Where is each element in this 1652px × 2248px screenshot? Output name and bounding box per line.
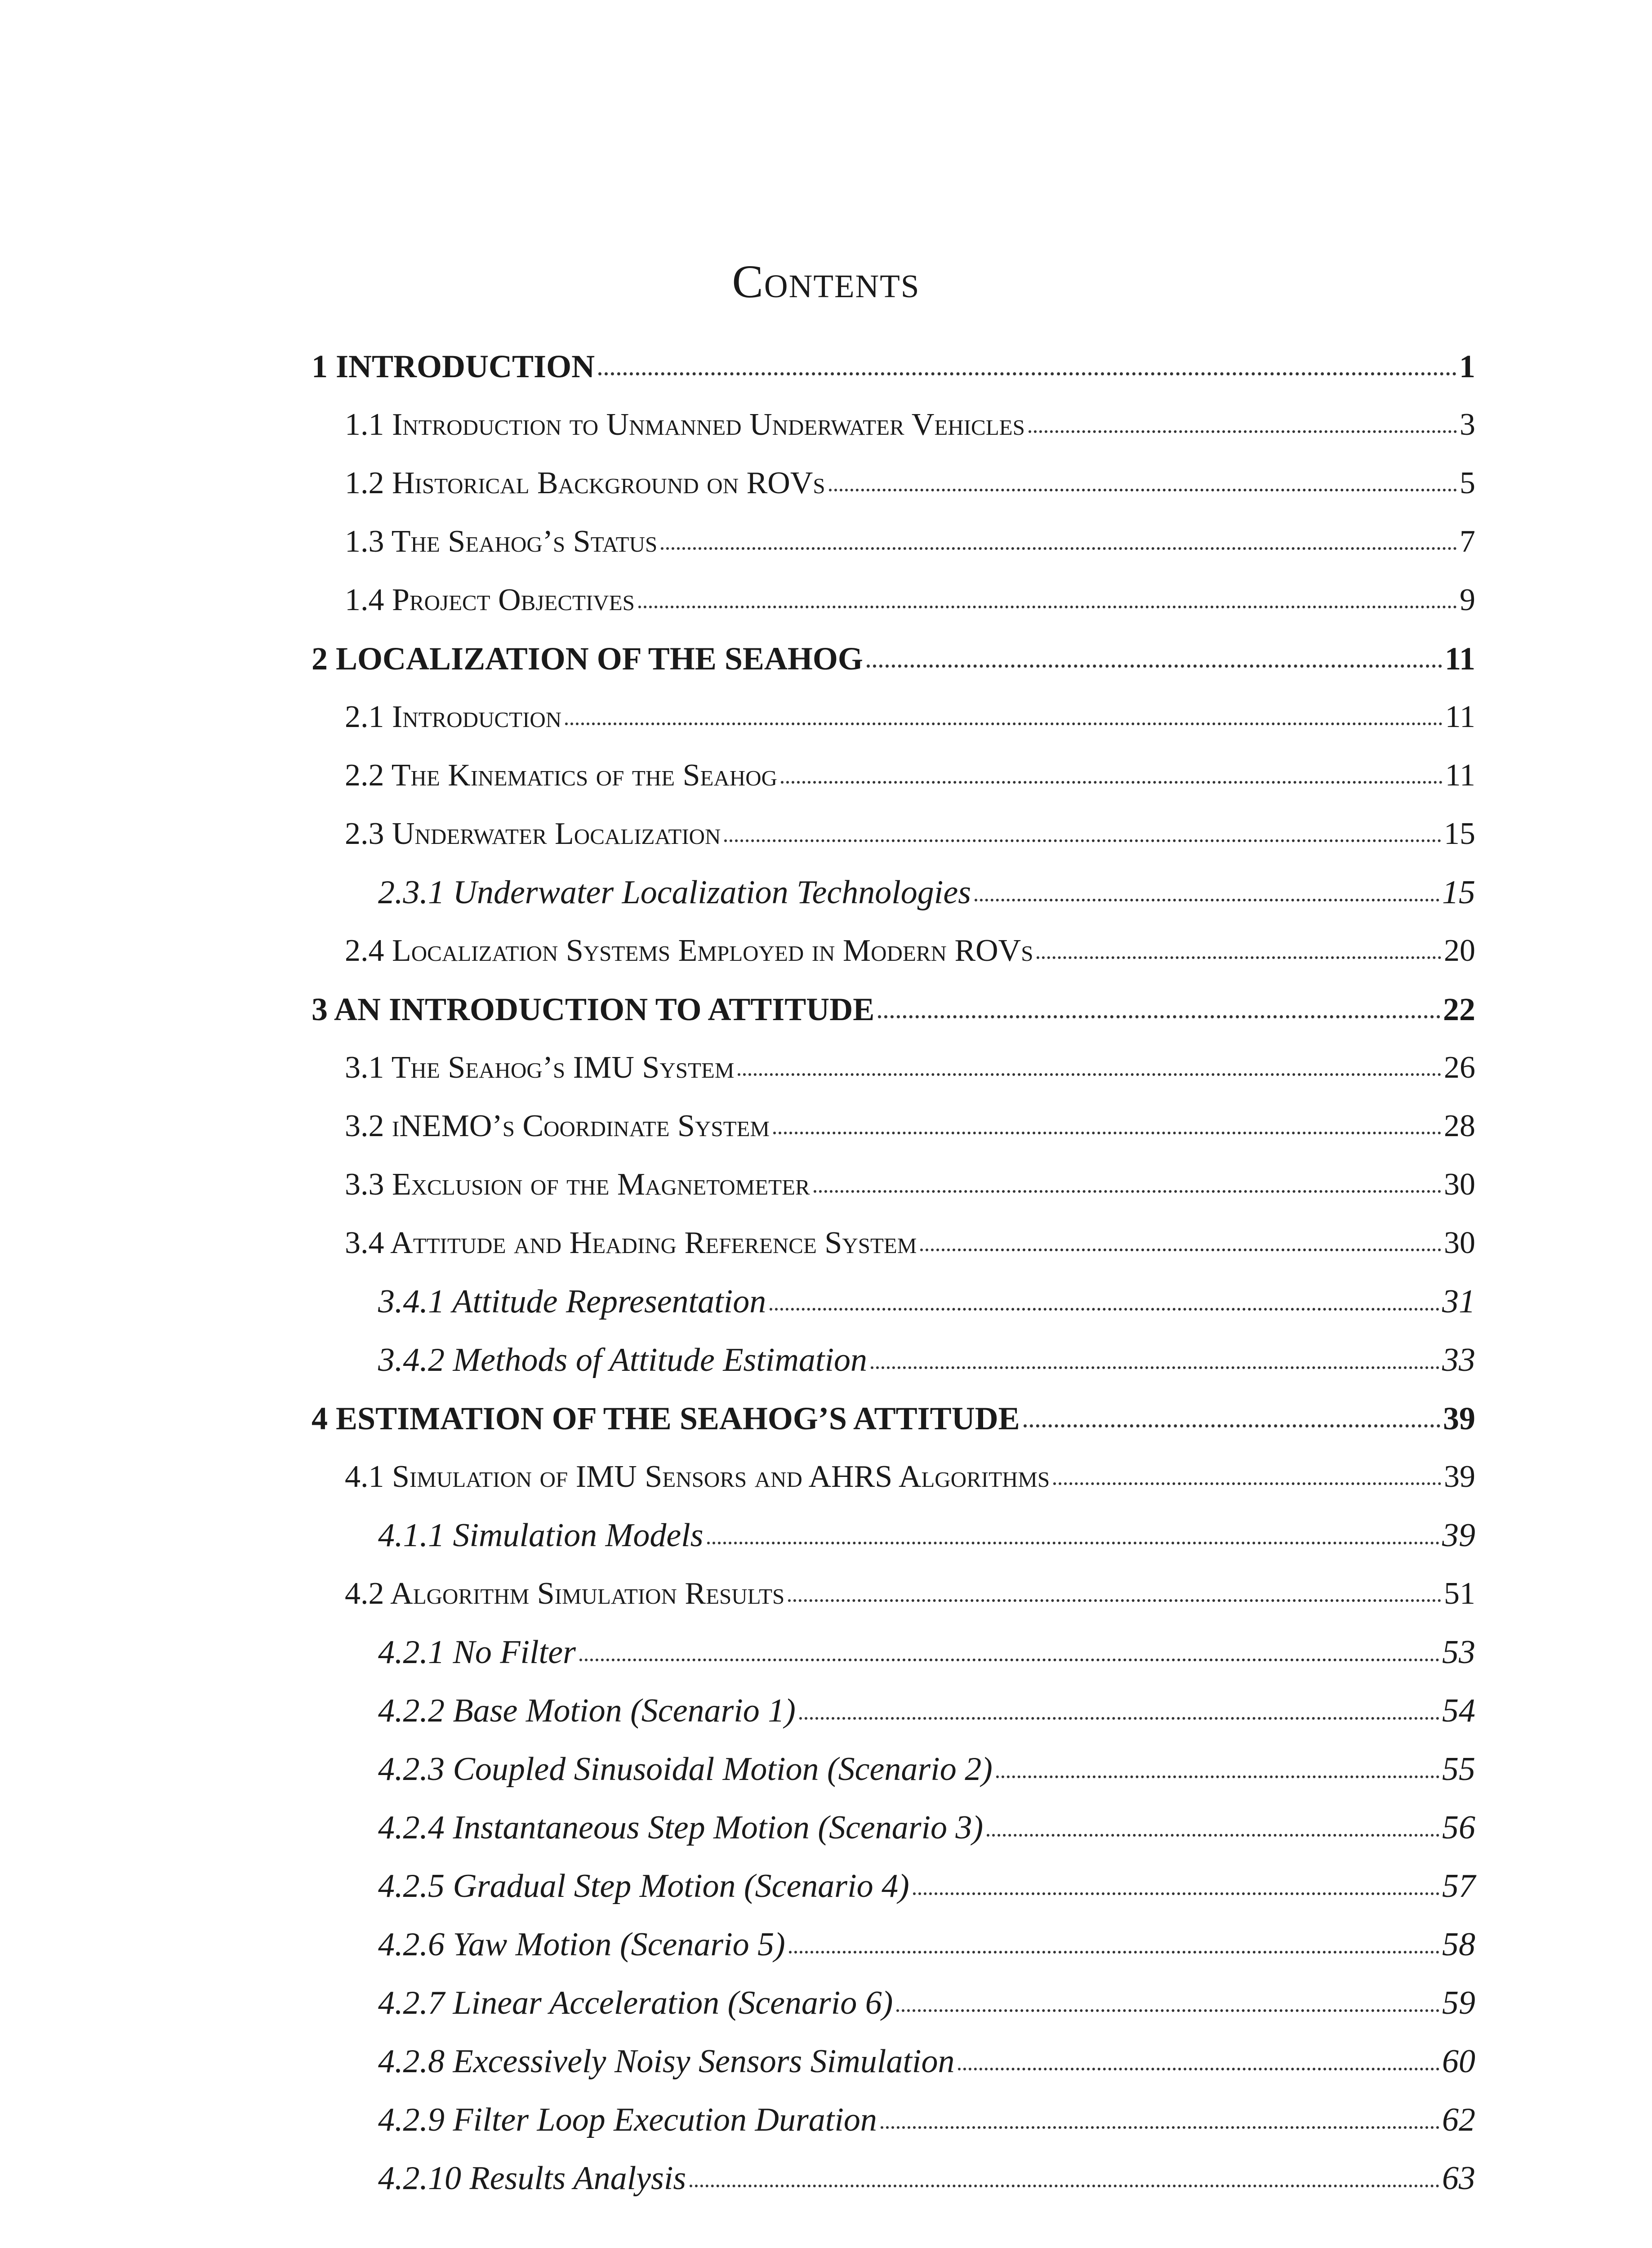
dot-leader — [878, 1015, 1440, 1018]
toc-entry-page: 51 — [1444, 1576, 1475, 1611]
toc-entry-page: 26 — [1444, 1050, 1475, 1085]
dot-leader — [913, 1892, 1439, 1895]
toc-entry-page: 7 — [1460, 524, 1475, 559]
toc-entry-label: 3.4.2 Methods of Attitude Estimation — [378, 1342, 868, 1378]
title-text: Contents — [732, 256, 920, 308]
toc-entry-label: 4.2.10 Results Analysis — [378, 2160, 686, 2197]
toc-entry-page: 39 — [1443, 1401, 1475, 1436]
dot-leader — [690, 2184, 1439, 2187]
toc-entry-label: 4 ESTIMATION OF THE SEAHOG’S ATTITUDE — [312, 1401, 1020, 1436]
dot-leader — [867, 664, 1442, 668]
toc-entry-page: 31 — [1442, 1283, 1475, 1320]
toc-entry-page: 28 — [1444, 1109, 1475, 1143]
toc-entry-label: 2.4 Localization Systems Employed in Modern ROVs — [345, 933, 1033, 968]
toc-entry-subsection[interactable] — [378, 1747, 1475, 1792]
toc-entry-page: 22 — [1443, 991, 1475, 1027]
toc-entry-page: 54 — [1442, 1692, 1475, 1729]
dot-leader — [975, 898, 1439, 901]
toc-entry-subsection[interactable] — [378, 1279, 1475, 1324]
dot-leader — [579, 1658, 1439, 1661]
toc-entry-subsection[interactable] — [378, 1513, 1475, 1558]
toc-entry-page: 3 — [1460, 407, 1475, 442]
toc-entry-subsection[interactable] — [378, 2156, 1475, 2201]
toc-entry-label: 4.2.8 Excessively Noisy Sensors Simulation — [378, 2043, 955, 2080]
toc-entry-subsection[interactable] — [378, 1864, 1475, 1909]
toc-entry-subsection[interactable] — [378, 1630, 1475, 1675]
dot-leader — [814, 1190, 1441, 1193]
dot-leader — [1053, 1482, 1441, 1485]
toc-entry-page: 59 — [1442, 1985, 1475, 2021]
toc-entry-label: 4.2.5 Gradual Step Motion (Scenario 4) — [378, 1868, 909, 1905]
toc-entry-page: 30 — [1444, 1167, 1475, 1202]
toc-entry-label: 4.2.6 Yaw Motion (Scenario 5) — [378, 1926, 785, 1963]
toc-entry-page: 63 — [1442, 2160, 1475, 2197]
toc-entry-label: 1.1 Introduction to Unmanned Underwater Vehicles — [345, 407, 1025, 442]
toc-entry-section[interactable] — [345, 1454, 1475, 1499]
dot-leader — [724, 839, 1441, 842]
toc-entry-label: 1.4 Project Objectives — [345, 583, 635, 617]
toc-entry-label: 4.2.4 Instantaneous Step Motion (Scenario 3) — [378, 1809, 984, 1846]
dot-leader — [788, 1599, 1441, 1602]
toc-entry-label: 3.3 Exclusion of the Magnetometer — [345, 1167, 810, 1202]
toc-entry-page: 33 — [1442, 1342, 1475, 1378]
dot-leader — [958, 2067, 1439, 2070]
toc-entry-page: 55 — [1442, 1751, 1475, 1788]
toc-entry-page: 39 — [1444, 1459, 1475, 1494]
toc-entry-subsection[interactable] — [378, 1338, 1475, 1383]
toc-entry-section[interactable] — [345, 578, 1475, 623]
toc-entry-label: 1.3 The Seahog’s Status — [345, 524, 658, 559]
dot-leader — [920, 1248, 1441, 1251]
toc-entry-label: 1 INTRODUCTION — [312, 348, 595, 384]
dot-leader — [661, 547, 1457, 550]
dot-leader — [1029, 430, 1457, 433]
toc-entry-page: 15 — [1442, 874, 1475, 911]
toc-entry-subsection[interactable] — [378, 1805, 1475, 1850]
dot-leader — [773, 1131, 1441, 1134]
toc-entry-chapter[interactable] — [312, 987, 1475, 1032]
toc-entry-label: 1.2 Historical Background on ROVs — [345, 466, 825, 500]
toc-entry-label: 2 LOCALIZATION OF THE SEAHOG — [312, 641, 863, 677]
toc-entry-section[interactable] — [345, 1162, 1475, 1207]
toc-entry-section[interactable] — [345, 928, 1475, 973]
toc-entry-chapter[interactable] — [312, 344, 1475, 389]
dot-leader — [781, 781, 1443, 784]
toc-entry-section[interactable] — [345, 1571, 1475, 1616]
toc-entry-page: 20 — [1444, 933, 1475, 968]
toc-entry-page: 5 — [1460, 466, 1475, 500]
toc-entry-section[interactable] — [345, 812, 1475, 856]
dot-leader — [1037, 956, 1441, 959]
dot-leader — [1024, 1424, 1440, 1427]
toc-entry-label: 3.2 iNEMO’s Coordinate System — [345, 1109, 770, 1143]
toc-entry-section[interactable] — [345, 461, 1475, 506]
toc-entry-label: 3 AN INTRODUCTION TO ATTITUDE — [312, 991, 875, 1027]
toc-entry-section[interactable] — [345, 1045, 1475, 1090]
toc-entry-page: 1 — [1459, 348, 1475, 384]
toc-entry-page: 11 — [1445, 700, 1475, 734]
toc-entry-section[interactable] — [345, 1221, 1475, 1266]
dot-leader — [996, 1775, 1439, 1778]
dot-leader — [598, 372, 1456, 375]
dot-leader — [707, 1541, 1439, 1544]
toc-entry-label: 2.1 Introduction — [345, 700, 562, 734]
dot-leader — [638, 605, 1457, 608]
toc-entry-label: 4.2.3 Coupled Sinusoidal Motion (Scenario 2) — [378, 1751, 993, 1788]
toc-entry-section[interactable] — [345, 695, 1475, 740]
dot-leader — [565, 722, 1442, 725]
toc-entry-page: 57 — [1442, 1868, 1475, 1905]
toc-entry-label: 4.1 Simulation of IMU Sensors and AHRS Algorithms — [345, 1459, 1050, 1494]
toc-entry-subsection[interactable] — [378, 1688, 1475, 1733]
toc-entry-page: 58 — [1442, 1926, 1475, 1963]
dot-leader — [789, 1950, 1439, 1954]
toc-entry-chapter[interactable] — [312, 1396, 1475, 1441]
toc-entry-subsection[interactable] — [378, 1980, 1475, 2025]
toc-entry-section[interactable] — [345, 402, 1475, 447]
toc-entry-label: 2.2 The Kinematics of the Seahog — [345, 758, 777, 793]
toc-entry-label: 4.2 Algorithm Simulation Results — [345, 1576, 785, 1611]
toc-entry-section[interactable] — [345, 1104, 1475, 1149]
toc-entry-subsection[interactable] — [378, 2039, 1475, 2084]
toc-entry-label: 3.1 The Seahog’s IMU System — [345, 1050, 735, 1085]
dot-leader — [799, 1717, 1439, 1720]
toc-entry-label: 2.3.1 Underwater Localization Technologies — [378, 874, 971, 911]
dot-leader — [896, 2009, 1439, 2012]
toc-entry-page: 56 — [1442, 1809, 1475, 1846]
toc-entry-label: 3.4.1 Attitude Representation — [378, 1283, 766, 1320]
dot-leader — [871, 1366, 1439, 1369]
toc-entry-label: 4.2.1 No Filter — [378, 1634, 576, 1671]
toc-entry-subsection[interactable] — [378, 1922, 1475, 1967]
dot-leader — [738, 1073, 1441, 1076]
dot-leader — [770, 1307, 1439, 1311]
toc-entry-page: 62 — [1442, 2101, 1475, 2138]
toc-entry-subsection[interactable] — [378, 2097, 1475, 2142]
toc-entry-page: 11 — [1445, 758, 1475, 793]
toc-entry-section[interactable] — [345, 753, 1475, 798]
toc-entry-page: 30 — [1444, 1226, 1475, 1260]
toc-entry-label: 4.2.9 Filter Loop Execution Duration — [378, 2101, 877, 2138]
toc-entry-label: 4.1.1 Simulation Models — [378, 1517, 704, 1554]
dot-leader — [987, 1833, 1439, 1837]
toc-entry-chapter[interactable] — [312, 636, 1475, 681]
dot-leader — [881, 2126, 1439, 2129]
toc-entry-page: 53 — [1442, 1634, 1475, 1671]
toc-entry-page: 9 — [1460, 583, 1475, 617]
toc-entry-page: 39 — [1442, 1517, 1475, 1554]
toc-entry-page: 11 — [1444, 641, 1475, 677]
toc-entry-page: 60 — [1442, 2043, 1475, 2080]
toc-entry-section[interactable] — [345, 519, 1475, 564]
toc-entry-label: 4.2.2 Base Motion (Scenario 1) — [378, 1692, 796, 1729]
toc-entry-label: 4.2.7 Linear Acceleration (Scenario 6) — [378, 1985, 893, 2021]
dot-leader — [829, 488, 1457, 491]
toc-entry-label: 3.4 Attitude and Heading Reference System — [345, 1226, 917, 1260]
toc-entry-label: 2.3 Underwater Localization — [345, 816, 721, 851]
toc-entry-page: 15 — [1444, 816, 1475, 851]
toc-entry-subsection[interactable] — [378, 870, 1475, 915]
